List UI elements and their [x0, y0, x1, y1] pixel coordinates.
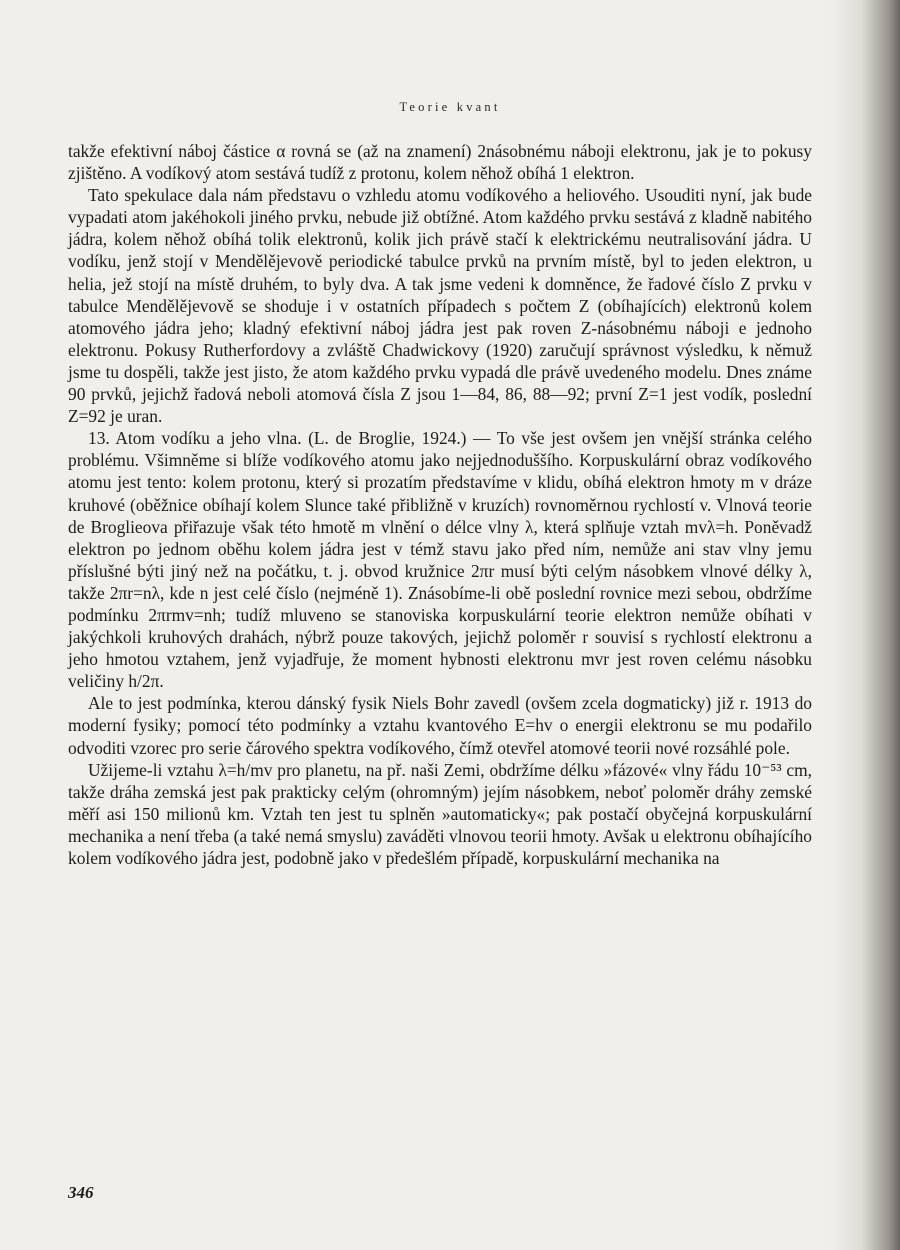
- paragraph-4: Ale to jest podmínka, kterou dánský fysik Niels Bohr zavedl (ovšem zcela dogmaticky) již r. 1913 do moderní fysiky; pomocí této podmínky a vztahu kvantového E=hv o energii elektronu se mu podařilo odvoditi vzorec pro serie čárového spektra vodíkového, čímž otevřel atomové teorii nové rozsáhlé pole.: [68, 693, 812, 758]
- paragraph-1: takže efektivní náboj částice α rovná se (až na znamení) 2násobnému náboji elektronu, jak je to pokusy zjištěno. A vodíkový atom sestává tudíž z protonu, kolem něhož obíhá 1 elektron.: [68, 141, 812, 184]
- running-head: Teorie kvant: [399, 100, 501, 114]
- page-gutter-shadow: [830, 0, 900, 1250]
- page-number: 346: [68, 1183, 94, 1202]
- paragraph-5: Užijeme-li vztahu λ=h/mv pro planetu, na př. naši Zemi, obdržíme délku »fázové« vlny řádu 10⁻⁵³ cm, takže dráha zemská jest pak prakticky celým (ohromným) jejím násobkem, neboť poloměr dráhy zemské měří asi 150 milionů km. Vztah ten jest tu splněn »automaticky«; pak postačí obyčejná korpuskulární mechanika a není třeba (a také nemá smyslu) zaváděti vlnovou teorii hmoty. Avšak u elektronu obíhajícího kolem vodíkového jádra jest, podobně jako v předešlém případě, korpuskulární mechanika na: [68, 759, 812, 868]
- body-text: [68, 140, 812, 869]
- paragraph-2: Tato spekulace dala nám představu o vzhledu atomu vodíkového a heliového. Usouditi nyní, jak bude vypadati atom jakéhokoli jiného prvku, nebude již obtížné. Atom každého prvku sestává z kladně nabitého jádra, kolem něhož obíhá tolik elektronů, kolik jich právě stačí k elektrickému neutralisování jádra. U vodíku, jenž stojí v Mendělějevově periodické tabulce prvků na prvním místě, byl to jeden elektron, u helia, jež stojí na místě druhém, to byly dva. A tak jsme vedeni k domněnce, že řadové číslo Z prvku v tabulce Mendělějevově se shoduje i v ostatních případech s počtem Z (obíhajících) elektronů kolem atomového jádra jeho; kladný efektivní náboj jádra jest pak roven Z-násobnému náboji e jednoho elektronu. Pokusy Rutherfordovy a zvláště Chadwickovy (1920) zaručují správnost výsledku, k němuž jsme tu dospěli, takže jest jisto, že atom každého prvku vypadá dle právě uvedeného modelu. Dnes známe 90 prvků, jejichž řadová neboli atomová čísla Z jsou 1—84, 86, 88—92; první Z=1 jest vodík, poslední Z=92 je uran.: [68, 185, 812, 427]
- paragraph-3-section-13: 13. Atom vodíku a jeho vlna. (L. de Broglie, 1924.) — To vše jest ovšem jen vnější stránka celého problému. Všimněme si blíže vodíkového atomu jako nejjednoduššího. Korpuskulární obraz vodíkového atomu jest tento: kolem protonu, který si prozatím představíme v klidu, obíhá elektron hmoty m v dráze kruhové (oběžnice obíhají kolem Slunce také přibližně v kruzích) rovnoměrnou rychlostí v. Vlnová teorie de Broglieova přiřazuje však této hmotě m vlnění o délce vlny λ, která splňuje vztah mvλ=h. Poněvadž elektron po jednom oběhu kolem jádra jest v témž stavu jako před ním, nemůže ani stav vlny jemu příslušné býti jiný než na počátku, t. j. obvod kružnice 2πr musí býti celým násobkem vlnové délky λ, takže 2πr=nλ, kde n jest celé číslo (nejméně 1). Znásobíme-li obě poslední rovnice mezi sebou, obdržíme podmínku 2πrmv=nh; tudíž mluveno se stanoviska korpuskulární teorie elektron nemůže obíhati v jakýchkoli kruhových drahách, nýbrž pouze takových, jejichž poloměr r souvisí s rychlostí elektronu a jeho hmotou vztahem, jenž vyjadřuje, že moment hybnosti elektronu mvr jest roven celému násobku veličiny h/2π.: [68, 428, 812, 692]
